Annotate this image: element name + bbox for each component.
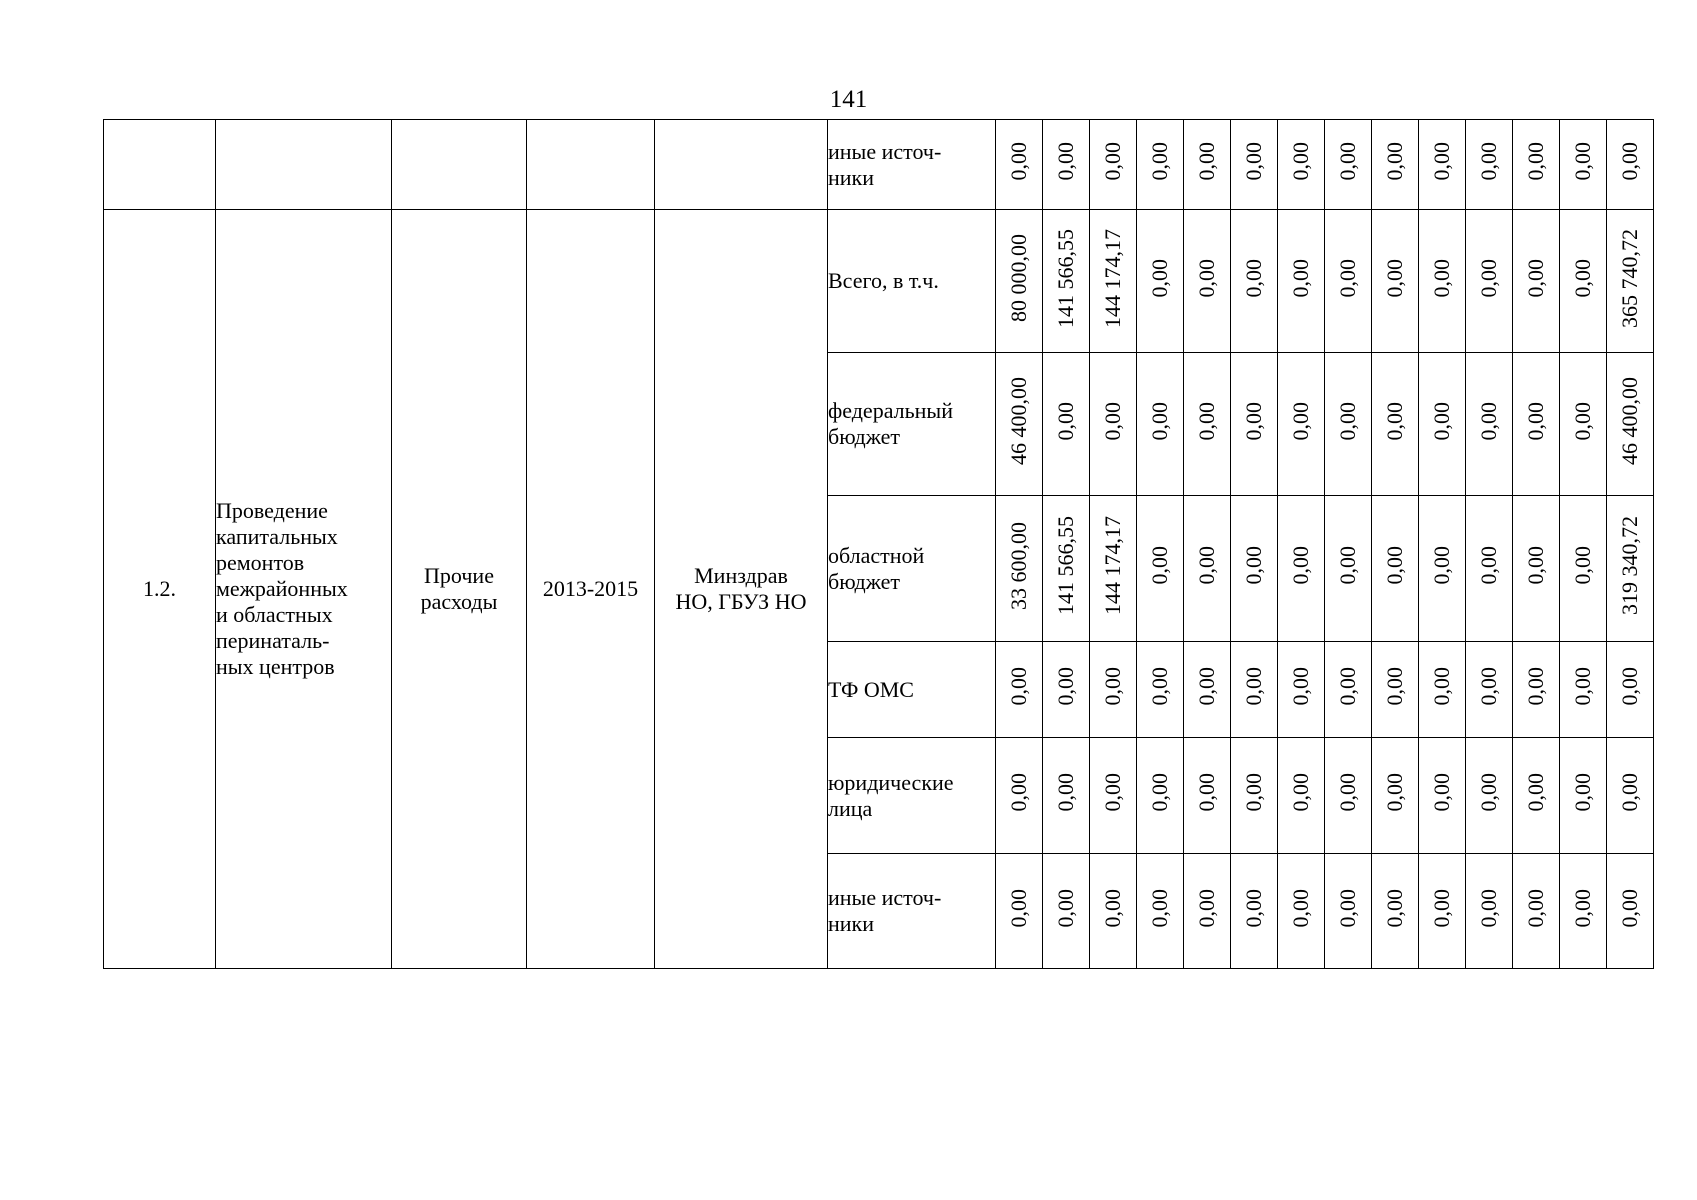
value-text: 0,00 [1194,401,1219,441]
value-text: 0,00 [1053,142,1078,181]
value-text: 365 740,72 [1617,228,1642,328]
value-text: 0,00 [1100,667,1125,706]
value-cell [1607,353,1654,496]
value-cell [1090,738,1137,854]
value-text: 0,00 [1241,888,1266,928]
value-cell [1560,854,1607,969]
source-cell: юридические лица [828,738,996,854]
value-text: 0,00 [1241,142,1266,181]
value-text: 0,00 [1570,546,1595,585]
value-text: 0,00 [1194,258,1219,298]
value-cell [1137,642,1184,738]
value-text: 0,00 [1476,401,1501,441]
value-cell [1231,642,1278,738]
empty-cell [216,120,392,210]
empty-cell [392,120,527,210]
value-cell [1372,854,1419,969]
value-text: 144 174,17 [1100,228,1125,328]
value-text: 0,00 [1476,888,1501,928]
value-cell [1231,120,1278,210]
executor-cell: Минздрав НО, ГБУЗ НО [655,210,828,969]
value-cell [1560,353,1607,496]
value-cell [1137,353,1184,496]
value-text: 0,00 [1335,142,1360,181]
value-cell [1043,854,1090,969]
value-cell [1513,642,1560,738]
value-cell [1466,120,1513,210]
value-text: 0,00 [1617,773,1642,812]
period-cell: 2013-2015 [527,210,655,969]
value-cell [1372,210,1419,353]
value-cell [1278,854,1325,969]
value-text: 0,00 [1335,401,1360,441]
value-text: 0,00 [1006,888,1031,928]
value-cell [996,210,1043,353]
value-text: 0,00 [1147,401,1172,441]
value-cell [1278,642,1325,738]
value-text: 0,00 [1288,258,1313,298]
value-cell [1090,854,1137,969]
value-text: 0,00 [1429,401,1454,441]
value-cell [1090,120,1137,210]
value-text: 0,00 [1476,773,1501,812]
item-name-cell: Проведение капитальных ремонтов межрайонных и областных перинаталь- ных центров [216,210,392,969]
value-cell [1466,642,1513,738]
value-text: 33 600,00 [1006,521,1031,610]
value-cell [1325,353,1372,496]
value-text: 0,00 [1194,667,1219,706]
value-cell [1325,642,1372,738]
value-text: 0,00 [1476,258,1501,298]
value-cell [1043,120,1090,210]
value-cell [1137,210,1184,353]
value-text: 0,00 [1429,667,1454,706]
empty-cell [655,120,828,210]
value-cell [1466,210,1513,353]
value-text: 0,00 [1288,888,1313,928]
empty-cell [104,120,216,210]
value-text: 0,00 [1053,401,1078,441]
value-cell [1184,120,1231,210]
value-cell [1513,496,1560,642]
value-text: 0,00 [1006,142,1031,181]
value-text: 0,00 [1147,142,1172,181]
value-cell [1372,496,1419,642]
value-text: 0,00 [1288,401,1313,441]
value-text: 0,00 [1147,546,1172,585]
value-cell [1466,854,1513,969]
value-text: 0,00 [1053,888,1078,928]
value-cell [1090,642,1137,738]
value-cell [1466,496,1513,642]
value-text: 0,00 [1429,258,1454,298]
value-cell [1607,120,1654,210]
value-cell [1325,738,1372,854]
value-text: 0,00 [1147,888,1172,928]
value-cell [1419,496,1466,642]
value-text: 0,00 [1100,142,1125,181]
value-text: 0,00 [1429,773,1454,812]
value-text: 0,00 [1429,888,1454,928]
value-cell [1278,353,1325,496]
value-text: 0,00 [1617,142,1642,181]
value-cell [1231,738,1278,854]
value-cell [1184,210,1231,353]
value-text: 0,00 [1382,546,1407,585]
value-cell [996,353,1043,496]
value-cell [1372,120,1419,210]
value-text: 0,00 [1523,888,1548,928]
value-text: 0,00 [1100,773,1125,812]
value-cell [1278,496,1325,642]
value-cell [1607,854,1654,969]
value-cell [1278,210,1325,353]
source-cell: Всего, в т.ч. [828,210,996,353]
value-text: 0,00 [1100,888,1125,928]
value-cell [1372,353,1419,496]
value-cell [1419,854,1466,969]
source-cell: иные источ- ники [828,854,996,969]
value-text: 0,00 [1053,773,1078,812]
value-text: 0,00 [1194,546,1219,585]
value-text: 0,00 [1523,773,1548,812]
source-cell: федеральный бюджет [828,353,996,496]
value-text: 0,00 [1335,667,1360,706]
value-cell [996,120,1043,210]
value-text: 0,00 [1570,401,1595,441]
value-text: 0,00 [1241,258,1266,298]
value-cell [1560,496,1607,642]
item-number-cell: 1.2. [104,210,216,969]
value-text: 0,00 [1288,546,1313,585]
value-cell [1607,738,1654,854]
page-number: 141 [829,86,868,113]
value-cell [1372,738,1419,854]
value-cell [1184,496,1231,642]
value-text: 0,00 [1523,546,1548,585]
value-text: 0,00 [1382,773,1407,812]
value-text: 0,00 [1241,773,1266,812]
value-cell [1043,642,1090,738]
value-text: 0,00 [1382,888,1407,928]
value-cell [1090,353,1137,496]
value-cell [1513,738,1560,854]
value-text: 0,00 [1429,546,1454,585]
value-cell [1560,738,1607,854]
value-cell [996,738,1043,854]
value-text: 0,00 [1006,667,1031,706]
value-text: 319 340,72 [1617,516,1642,615]
value-cell [1513,120,1560,210]
value-cell [1419,210,1466,353]
value-cell [1607,496,1654,642]
value-text: 0,00 [1194,773,1219,812]
value-cell [1513,854,1560,969]
value-text: 0,00 [1194,142,1219,181]
value-cell [1090,496,1137,642]
value-text: 0,00 [1335,888,1360,928]
value-cell [996,642,1043,738]
value-cell [1043,353,1090,496]
value-cell [1137,496,1184,642]
value-cell [1560,120,1607,210]
value-cell [1231,353,1278,496]
value-cell [1419,120,1466,210]
value-text: 0,00 [1382,142,1407,181]
value-text: 0,00 [1288,773,1313,812]
value-text: 0,00 [1570,142,1595,181]
value-cell [996,854,1043,969]
value-text: 0,00 [1617,667,1642,706]
value-text: 0,00 [1570,888,1595,928]
value-cell [1325,854,1372,969]
empty-cell [527,120,655,210]
value-text: 0,00 [1147,667,1172,706]
value-text: 141 566,55 [1053,228,1078,328]
value-cell [1325,120,1372,210]
source-cell: областной бюджет [828,496,996,642]
value-cell [1419,642,1466,738]
value-text: 0,00 [1523,142,1548,181]
value-cell [1419,353,1466,496]
value-text: 0,00 [1476,142,1501,181]
value-text: 46 400,00 [1617,377,1642,465]
value-text: 144 174,17 [1100,516,1125,615]
value-text: 0,00 [1100,401,1125,441]
value-cell [1184,854,1231,969]
value-text: 0,00 [1476,667,1501,706]
value-text: 80 000,00 [1006,234,1031,322]
value-text: 0,00 [1006,773,1031,812]
value-cell [1560,642,1607,738]
value-cell [1466,738,1513,854]
value-cell [1043,496,1090,642]
value-cell [1184,642,1231,738]
value-text: 0,00 [1382,667,1407,706]
table-row [104,210,1654,353]
value-text: 0,00 [1523,401,1548,441]
value-cell [1184,353,1231,496]
expense-type-cell: Прочие расходы [392,210,527,969]
value-text: 141 566,55 [1053,516,1078,615]
value-cell [1513,210,1560,353]
value-text: 0,00 [1288,142,1313,181]
value-cell [1090,210,1137,353]
table-row [104,120,1654,210]
value-text: 0,00 [1147,258,1172,298]
value-cell [1607,210,1654,353]
value-cell [1372,642,1419,738]
value-text: 0,00 [1570,667,1595,706]
value-text: 0,00 [1053,667,1078,706]
value-text: 0,00 [1570,258,1595,298]
value-text: 0,00 [1570,773,1595,812]
value-cell [1607,642,1654,738]
value-text: 0,00 [1429,142,1454,181]
source-cell: иные источ- ники [828,120,996,210]
budget-table [103,119,1654,969]
value-text: 0,00 [1335,773,1360,812]
value-cell [1231,496,1278,642]
value-cell [1466,353,1513,496]
value-text: 0,00 [1241,546,1266,585]
value-text: 0,00 [1523,667,1548,706]
value-text: 46 400,00 [1006,377,1031,465]
value-text: 0,00 [1288,667,1313,706]
value-text: 0,00 [1476,546,1501,585]
value-text: 0,00 [1241,401,1266,441]
value-cell [1419,738,1466,854]
value-text: 0,00 [1382,401,1407,441]
value-text: 0,00 [1335,546,1360,585]
value-text: 0,00 [1617,888,1642,928]
value-text: 0,00 [1194,888,1219,928]
value-cell [1184,738,1231,854]
value-cell [996,496,1043,642]
value-text: 0,00 [1241,667,1266,706]
value-cell [1231,210,1278,353]
value-cell [1231,854,1278,969]
source-cell: ТФ ОМС [828,642,996,738]
value-cell [1278,738,1325,854]
value-cell [1043,738,1090,854]
value-cell [1560,210,1607,353]
value-text: 0,00 [1382,258,1407,298]
value-cell [1137,120,1184,210]
value-text: 0,00 [1147,773,1172,812]
value-cell [1513,353,1560,496]
value-text: 0,00 [1335,258,1360,298]
value-cell [1137,854,1184,969]
value-cell [1325,210,1372,353]
value-cell [1043,210,1090,353]
value-cell [1137,738,1184,854]
value-cell [1278,120,1325,210]
value-text: 0,00 [1523,258,1548,298]
value-cell [1325,496,1372,642]
